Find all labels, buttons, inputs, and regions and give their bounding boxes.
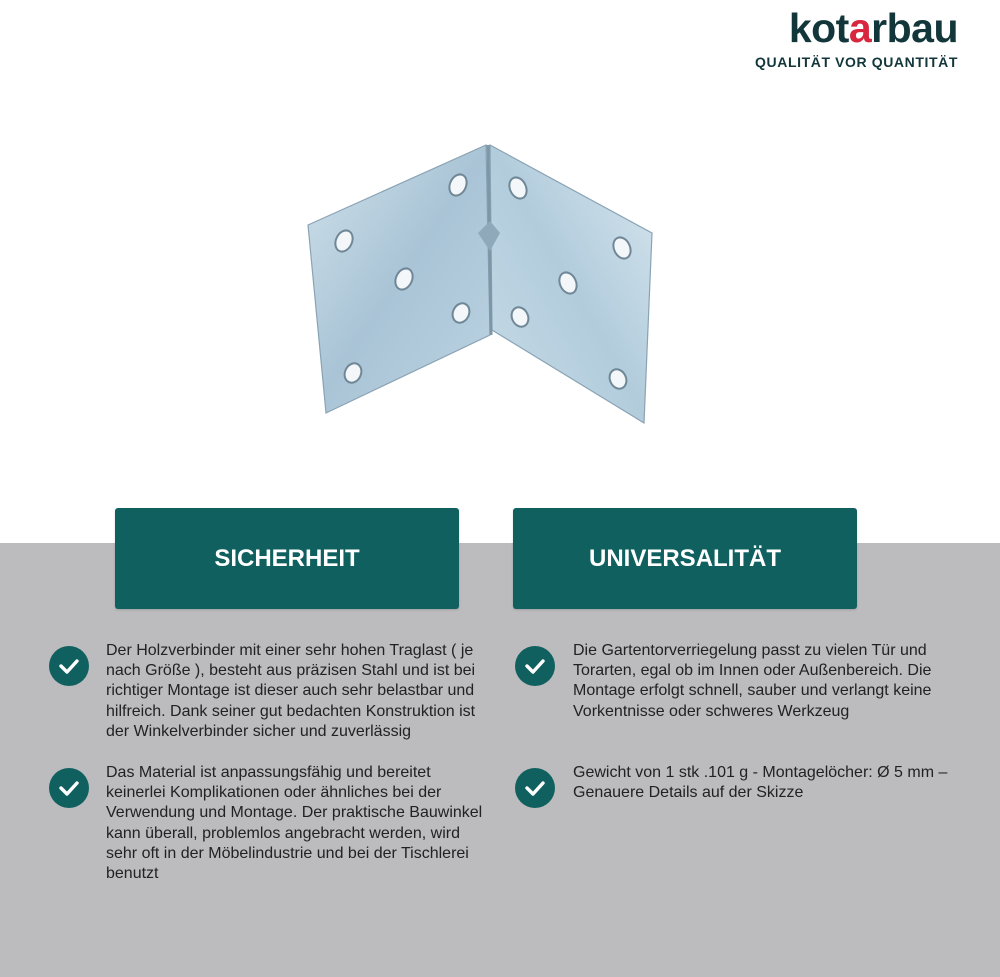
logo-word-part: kot <box>788 5 849 51</box>
feature-text: Das Material ist anpassungsfähig und bereitet keinerlei Komplikationen oder ähnliches bei der Verwendung und Montage. Der praktische Bauwinkel kann überall, problemlos angebracht werden, wird sehr oft in der Möbelindustrie und bei der Tischlerei benutzt <box>106 764 483 883</box>
brand-logo <box>755 6 958 70</box>
logo-wordmark <box>755 6 958 50</box>
angle-bracket-product-image <box>300 135 660 435</box>
logo-word-accent: a <box>848 5 872 51</box>
feature-text: Der Holzverbinder mit einer sehr hohen Traglast ( je nach Größe ), besteht aus präzisen Stahl und ist bei richtiger Montage ist dieser auch sehr belastbar und hilfreich. Dank seiner gut bedachten Konstruktion ist der Winkelverbinder sicher und zuverlässig <box>106 642 476 740</box>
feature-text: Die Gartentorverriegelung passt zu vielen Tür und Torarten, egal ob im Innen oder Außenbereich. Die Montage erfolgt schnell, sauber und verlangt keine Vorkentnisse oder schweres Werkzeug <box>573 642 932 720</box>
section-title: UNIVERSALITÄT <box>589 544 781 572</box>
logo-word-part-2: rbau <box>871 5 958 51</box>
section-header-sicherheit <box>115 508 459 609</box>
logo-tagline: QUALITÄT VOR QUANTITÄT <box>755 54 958 70</box>
checkmark-icon <box>49 646 89 686</box>
feature-text: Gewicht von 1 stk .101 g - Montagelöcher: Ø 5 mm – Genauere Details auf der Skizze <box>573 764 948 802</box>
checkmark-icon <box>49 768 89 808</box>
section-title: SICHERHEIT <box>214 544 360 572</box>
checkmark-icon <box>515 646 555 686</box>
checkmark-icon <box>515 768 555 808</box>
section-header-universalitaet <box>513 508 857 609</box>
